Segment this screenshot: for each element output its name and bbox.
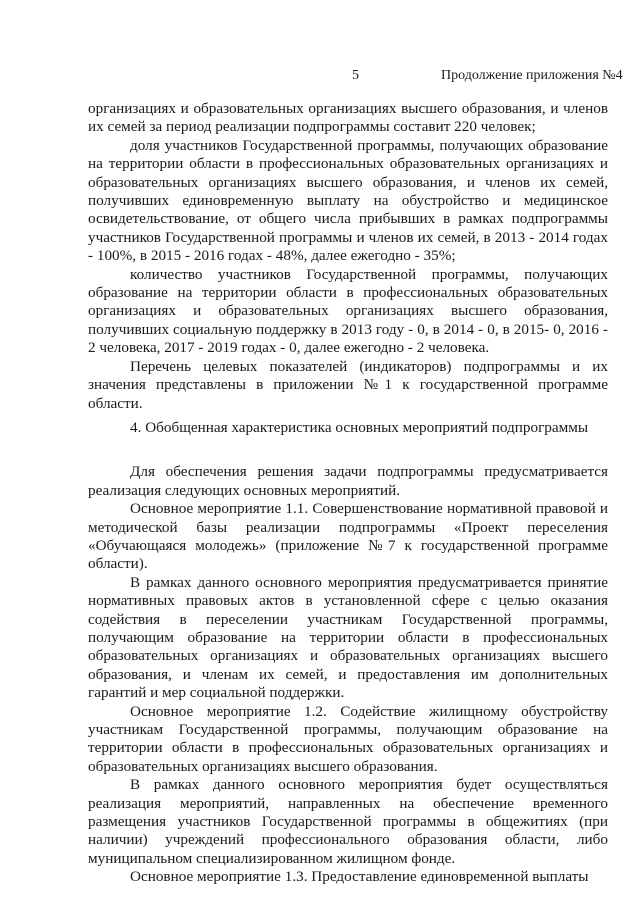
- paragraph: организациях и образовательных организациях высшего образования, и членов их семей за период реализации подпрограммы составит 220 человек;: [88, 100, 608, 136]
- page-number: 5: [352, 68, 359, 83]
- paragraph: В рамках данного основного мероприятия предусматривается принятие нормативных правовых актов в установленной сфере с целью оказания содействия в переселении участникам Государственной программы, получающим образование на территории области в профессиональных образовательных организациях и образовательных организациях высшего образования, и членам их семей, и предоставления им дополнительных гарантий и мер социальной поддержки.: [88, 573, 608, 702]
- document-body: [88, 100, 608, 887]
- paragraph: Основное мероприятие 1.1. Совершенствование нормативной правовой и методической базы реализации подпрограммы «Проект переселения «Обучающаяся молодежь» (приложение №7 к государственной программе области).: [88, 500, 608, 573]
- paragraph: Для обеспечения решения задачи подпрограммы предусматривается реализация следующих основных мероприятий.: [88, 463, 608, 499]
- section-heading: 4. Обобщенная характеристика основных мероприятий подпрограммы: [130, 418, 589, 436]
- paragraph: Основное мероприятие 1.2. Содействие жилищному обустройству участникам Государственной программы, получающим образование на территории области в профессиональных образовательных организациях и образовательных организациях высшего образования.: [88, 702, 608, 775]
- paragraph: доля участников Государственной программы, получающих образование на территории области в профессиональных образовательных организациях и образовательных организациях высшего образования, и членов их семей, получивших единовременную выплату на обустройство и медицинское освидетельствование, от общего числа прибывших в рамках подпрограммы участников Государственной программы и членов их семей, в 2013 - 2014 годах - 100%, в 2015 - 2016 годах - 48%, далее ежегодно - 35%;: [88, 136, 608, 265]
- paragraph: Перечень целевых показателей (индикаторов) подпрограммы и их значения представлены в приложении №1 к государственной программе области.: [88, 357, 608, 412]
- paragraph: Основное мероприятие 1.3. Предоставление единовременной выплаты: [130, 868, 589, 886]
- appendix-continuation-note: Продолжение приложения №4: [441, 68, 623, 83]
- paragraph: количество участников Государственной программы, получающих образование на территории области в профессиональных образовательных организациях и образовательных организациях высшего образования, получивших социальную поддержку в 2013 году - 0, в 2014 - 0, в 2015- 0, 2016 - 2 человека, 2017 - 2019 годах - 0, далее ежегодно - 2 человека.: [88, 265, 608, 357]
- paragraph: В рамках данного основного мероприятия будет осуществляться реализация мероприятий, направленных на обеспечение временного размещения участников Государственной программы в общежитиях (при наличии) учреждений профессионального образования области, либо муниципальном специализированном жилищном фонде.: [88, 776, 608, 867]
